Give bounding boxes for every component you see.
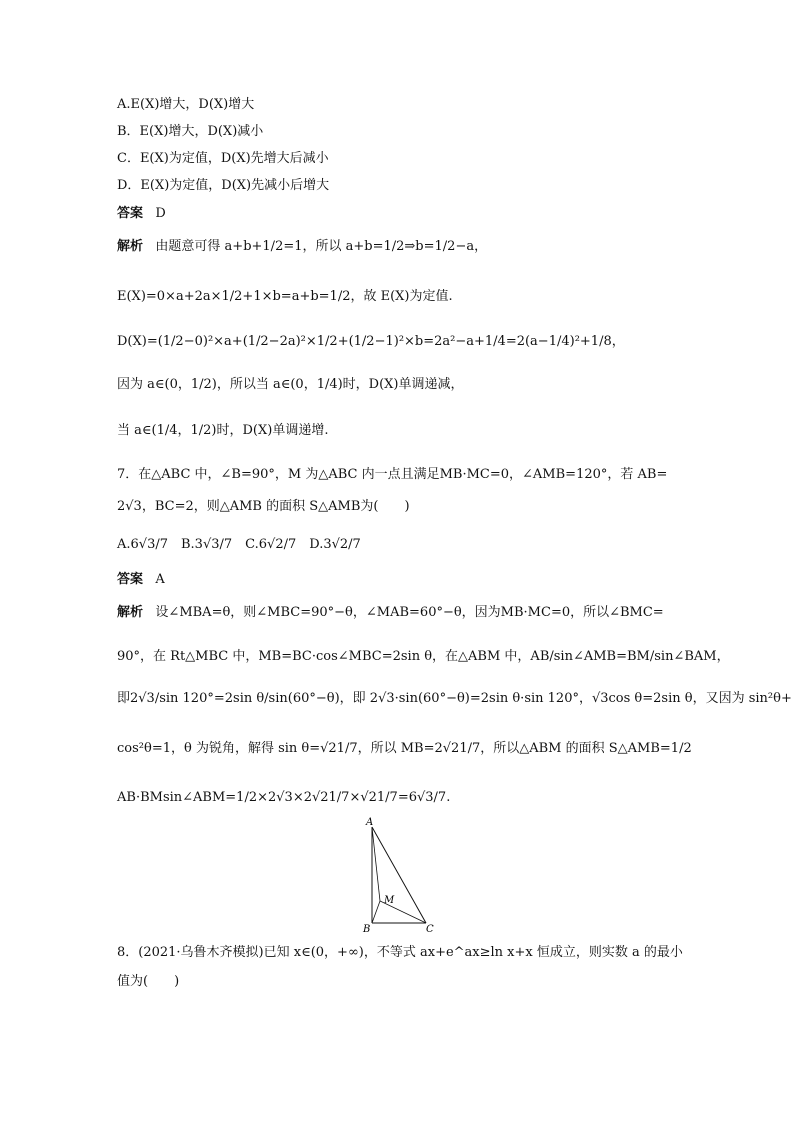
solution-7-line-5: AB·BMsin∠ABM=1/2×2√3×2√21/7×√21/7=6√3/7. xyxy=(117,790,451,805)
label-a: A xyxy=(366,817,374,828)
label-b: B xyxy=(363,924,371,935)
solution-7-line-1 xyxy=(117,606,664,619)
solution-6-line-3: D(X)=(1/2−0)²×a+(1/2−2a)²×1/2+(1/2−1)²×b=2a²−a+1/4=2(a−1/4)²+1/8， xyxy=(117,334,625,349)
option-a: A.E(X)增大，D(X)增大 xyxy=(117,97,255,112)
solution-text: 由题意可得 a+b+1/2=1，所以 a+b=1/2⇒b=1/2−a， xyxy=(155,239,488,254)
solution-6-line-2: E(X)=0×a+2a×1/2+1×b=a+b=1/2，故 E(X)为定值. xyxy=(117,289,453,304)
triangle-figure xyxy=(360,815,440,935)
question-8-line-1: 8．(2021·乌鲁木齐模拟)已知 x∈(0，+∞)，不等式 ax+e^ax≥ln x+x 恒成立，则实数 a 的最小 xyxy=(117,945,683,960)
solution-6-line-1 xyxy=(117,240,487,253)
option-c: C．E(X)为定值，D(X)先增大后减小 xyxy=(117,151,329,166)
answer-value: D xyxy=(155,206,166,221)
solution-6-line-5: 当 a∈(1/4，1/2)时，D(X)单调递增. xyxy=(117,423,329,438)
question-7-line-1: 7．在△ABC 中，∠B=90°，M 为△ABC 内一点且满足MB·MC=0，∠AMB=120°，若 AB= xyxy=(117,467,668,482)
question-7-line-2: 2√3，BC=2，则△AMB 的面积 S△AMB为( ) xyxy=(117,499,410,514)
question-8-line-2: 值为( ) xyxy=(117,974,180,989)
answer-value: A xyxy=(155,572,165,587)
edge-ac xyxy=(372,827,426,923)
jiexi-label: 解析 xyxy=(117,605,144,620)
solution-7-line-2: 90°，在 Rt△MBC 中，MB=BC·cos∠MBC=2sin θ，在△ABM 中，AB/sin∠AMB=BM/sin∠BAM， xyxy=(117,649,730,664)
segment-bm xyxy=(372,901,380,923)
jiexi-label: 解析 xyxy=(117,239,144,254)
label-c: C xyxy=(426,924,434,935)
option-b: B．E(X)增大，D(X)减小 xyxy=(117,124,264,139)
solution-7-line-3: 即2√3/sin 120°=2sin θ/sin(60°−θ)，即 2√3·sin(60°−θ)=2sin θ·sin 120°，√3cos θ=2sin θ，又因为 sin²θ+ xyxy=(117,691,792,706)
answer-6 xyxy=(117,207,166,220)
solution-text: 设∠MBA=θ，则∠MBC=90°−θ，∠MAB=60°−θ，因为MB·MC=0，所以∠BMC= xyxy=(155,605,664,620)
solution-6-line-4: 因为 a∈(0，1/2)，所以当 a∈(0，1/4)时，D(X)单调递减， xyxy=(117,377,464,392)
answer-7 xyxy=(117,573,165,586)
solution-7-line-4: cos²θ=1，θ 为锐角，解得 sin θ=√21/7，所以 MB=2√21/7，所以△ABM 的面积 S△AMB=1/2 xyxy=(117,741,692,756)
question-7-options: A.6√3/7 B.3√3/7 C.6√2/7 D.3√2/7 xyxy=(117,537,361,552)
answer-label: 答案 xyxy=(117,206,144,221)
option-d: D．E(X)为定值，D(X)先减小后增大 xyxy=(117,178,330,193)
answer-label: 答案 xyxy=(117,572,144,587)
label-m: M xyxy=(384,895,395,906)
